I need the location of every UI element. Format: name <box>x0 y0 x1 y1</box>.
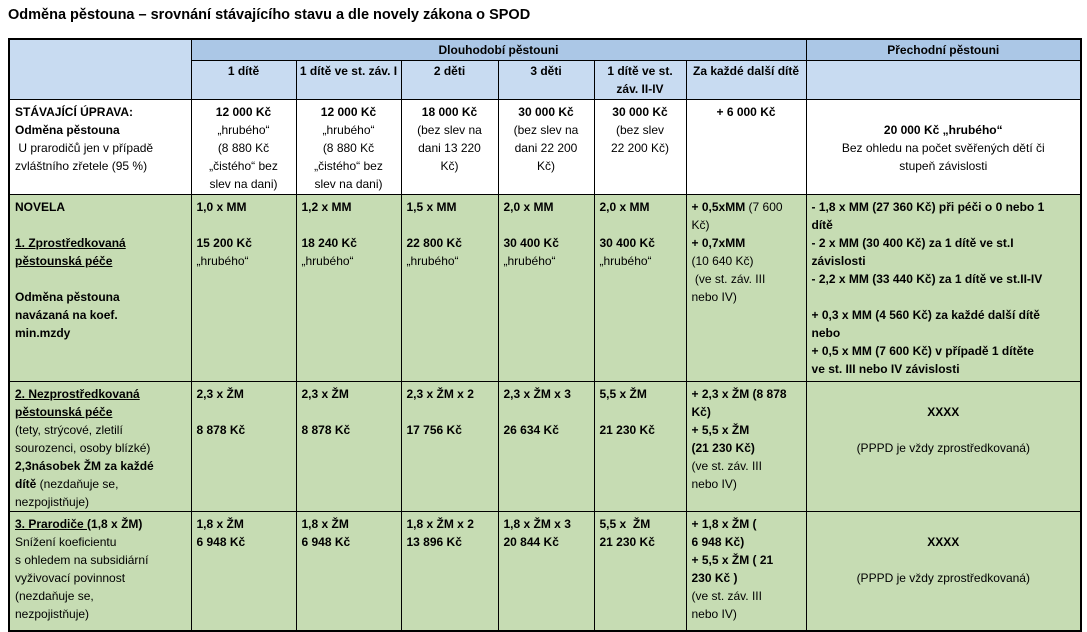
nezprostredkovana-col-2: 2,3 x ŽM 8 878 Kč <box>296 382 401 512</box>
table-body <box>9 100 1081 631</box>
table-row-stavajici <box>9 100 1081 195</box>
prarodice-col-5: 5,5 x ŽM 21 230 Kč <box>594 512 686 631</box>
prarodice-col-6: + 1,8 x ŽM ( 6 948 Kč) + 5,5 x ŽM ( 21 230 Kč ) (ve st. záv. III nebo IV) <box>686 512 806 631</box>
nezprostredkovana-col-6: + 2,3 x ŽM (8 878 Kč) + 5,5 x ŽM (21 230 Kč) (ve st. záv. III nebo IV) <box>686 382 806 512</box>
header-prechodni-empty-cell <box>806 61 1081 100</box>
novela-col-1: 1,0 x MM 15 200 Kč „hrubého“ <box>191 195 296 382</box>
prarodice-col-7: XXXX (PPPD je vždy zprostředkovaná) <box>806 512 1081 631</box>
stavajici-col-0: STÁVAJÍCÍ ÚPRAVA: Odměna pěstouna U prarodičů jen v případě zvláštního zřetele (95 %) <box>9 100 191 195</box>
nezprostredkovana-col-4: 2,3 x ŽM x 3 26 634 Kč <box>498 382 594 512</box>
prarodice-col-3: 1,8 x ŽM x 2 13 896 Kč <box>401 512 498 631</box>
column-header-4: 3 děti <box>498 61 594 100</box>
table-row-novela <box>9 195 1081 382</box>
stavajici-col-3: 18 000 Kč (bez slev na dani 13 220 Kč) <box>401 100 498 195</box>
nezprostredkovana-col-7: XXXX (PPPD je vždy zprostředkovaná) <box>806 382 1081 512</box>
stavajici-col-2: 12 000 Kč „hrubého“ (8 880 Kč „čistého“ bez slev na dani) <box>296 100 401 195</box>
stavajici-col-5: 30 000 Kč (bez slev 22 200 Kč) <box>594 100 686 195</box>
table-header <box>9 39 1081 100</box>
stavajici-col-4: 30 000 Kč (bez slev na dani 22 200 Kč) <box>498 100 594 195</box>
prarodice-col-4: 1,8 x ŽM x 3 20 844 Kč <box>498 512 594 631</box>
nezprostredkovana-col-1: 2,3 x ŽM 8 878 Kč <box>191 382 296 512</box>
page-title: Odměna pěstouna – srovnání stávajícího stavu a dle novely zákona o SPOD <box>8 7 531 23</box>
header-group-row <box>9 39 1081 61</box>
prarodice-col-1: 1,8 x ŽM 6 948 Kč <box>191 512 296 631</box>
novela-col-6: + 0,5xMM (7 600 Kč) + 0,7xMM (10 640 Kč) (ve st. záv. III nebo IV) <box>686 195 806 382</box>
table-row-prarodice <box>9 512 1081 631</box>
column-header-5: 1 dítě ve st. záv. II-IV <box>594 61 686 100</box>
nezprostredkovana-col-0: 2. Nezprostředkovaná pěstounská péče (tety, strýcové, zletilí sourozenci, osoby blízké) 2,3násobek ŽM za každé dítě (nezdaňuje se, nezpojistňuje) <box>9 382 191 512</box>
novela-col-7: - 1,8 x MM (27 360 Kč) při péči o 0 nebo 1 dítě - 2 x MM (30 400 Kč) za 1 dítě ve st.I závislosti - 2,2 x MM (33 440 Kč) za 1 dítě ve st.II-IV + 0,3 x MM (4 560 Kč) za každé další dítě nebo + 0,5 x MM (7 600 Kč) v případě 1 dítěte ve st. III nebo IV závislosti <box>806 195 1081 382</box>
column-header-6: Za každé další dítě <box>686 61 806 100</box>
novela-col-5: 2,0 x MM 30 400 Kč „hrubého“ <box>594 195 686 382</box>
prarodice-col-2: 1,8 x ŽM 6 948 Kč <box>296 512 401 631</box>
novela-col-2: 1,2 x MM 18 240 Kč „hrubého“ <box>296 195 401 382</box>
comparison-table <box>8 38 1082 632</box>
stavajici-col-1: 12 000 Kč „hrubého“ (8 880 Kč „čistého“ bez slev na dani) <box>191 100 296 195</box>
novela-col-0: NOVELA 1. Zprostředkovaná pěstounská péče Odměna pěstouna navázaná na koef. min.mzdy <box>9 195 191 382</box>
novela-col-3: 1,5 x MM 22 800 Kč „hrubého“ <box>401 195 498 382</box>
column-header-2: 1 dítě ve st. záv. I <box>296 61 401 100</box>
prarodice-col-0: 3. Prarodiče (1,8 x ŽM) Snížení koeficientu s ohledem na subsidiární vyživovací povinnost (nezdaňuje se, nezpojistňuje) <box>9 512 191 631</box>
nezprostredkovana-col-5: 5,5 x ŽM 21 230 Kč <box>594 382 686 512</box>
novela-col-4: 2,0 x MM 30 400 Kč „hrubého“ <box>498 195 594 382</box>
stavajici-col-7: 20 000 Kč „hrubého“ Bez ohledu na počet svěřených dětí či stupeň závislosti <box>806 100 1081 195</box>
table-row-nezprostredkovana <box>9 382 1081 512</box>
column-header-3: 2 děti <box>401 61 498 100</box>
nezprostredkovana-col-3: 2,3 x ŽM x 2 17 756 Kč <box>401 382 498 512</box>
header-corner-cell <box>9 39 191 100</box>
stavajici-col-6: + 6 000 Kč <box>686 100 806 195</box>
header-group-dlouhodobi: Dlouhodobí pěstouni <box>191 39 806 61</box>
header-group-prechodni: Přechodní pěstouni <box>806 39 1081 61</box>
column-header-1: 1 dítě <box>191 61 296 100</box>
